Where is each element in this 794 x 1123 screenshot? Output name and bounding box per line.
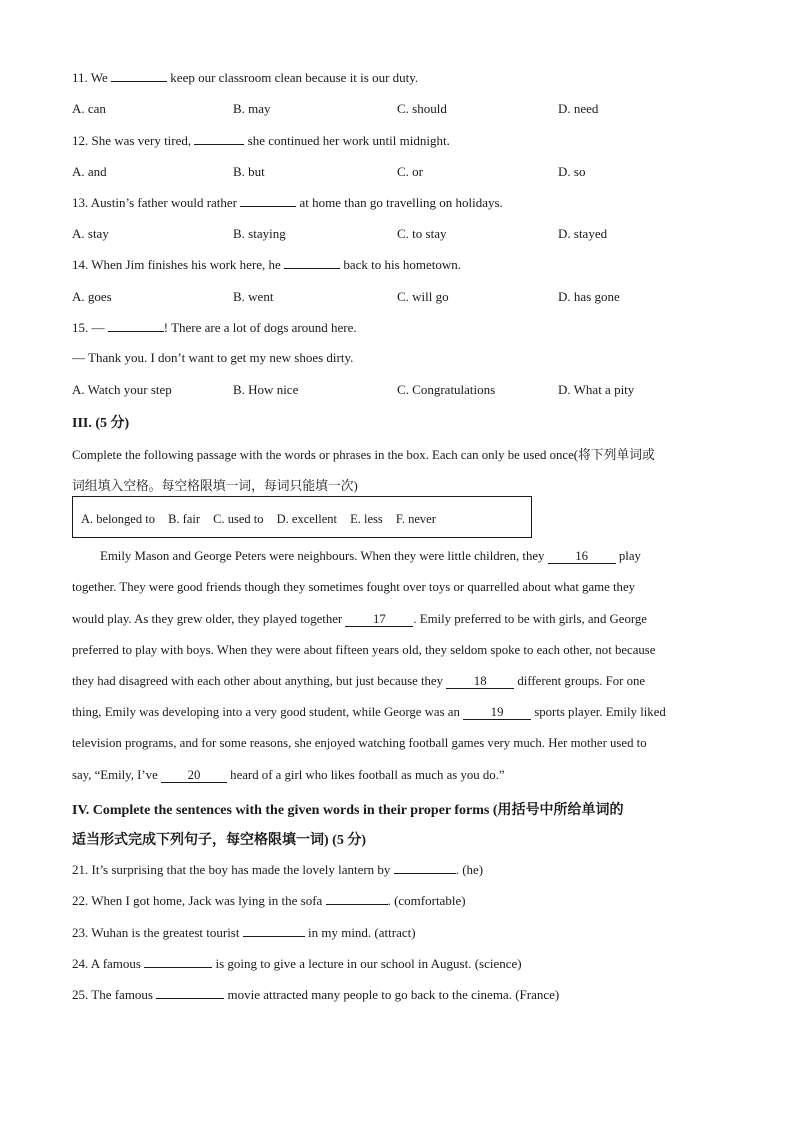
question-number: 14. bbox=[72, 257, 89, 272]
option-d: D. stayed bbox=[558, 226, 608, 241]
passage-text: would play. As they grew older, they played together bbox=[72, 612, 343, 626]
question-text-pre: 21. It’s surprising that the boy has made the lovely lantern by bbox=[72, 862, 391, 877]
passage-text: sports player. Emily liked bbox=[534, 705, 666, 719]
question-number: 11. bbox=[72, 70, 88, 85]
passage-line: television programs, and for some reasons, she enjoyed watching football games very much. Her mother used to bbox=[72, 736, 647, 750]
question-text-pre: 25. The famous bbox=[72, 987, 153, 1002]
question-14 bbox=[72, 256, 461, 273]
answer-blank bbox=[156, 986, 224, 999]
option-d: D. so bbox=[558, 164, 586, 179]
passage-line bbox=[72, 674, 645, 689]
question-text-pre: 24. A famous bbox=[72, 956, 141, 971]
section-3-instructions-1: Complete the following passage with the words or phrases in the box. Each can only be used once(将下列单词或 bbox=[72, 448, 655, 462]
question-text-post: she continued her work until midnight. bbox=[247, 133, 450, 148]
passage-text: they had disagreed with each other about anything, but just because they bbox=[72, 674, 443, 688]
question-text-post: at home than go travelling on holidays. bbox=[299, 195, 503, 210]
word-box-item: B. fair bbox=[168, 512, 201, 526]
passage-line bbox=[72, 612, 647, 627]
option-c: C. or bbox=[397, 164, 423, 179]
option-c: C. will go bbox=[397, 289, 449, 304]
option-a: A. Watch your step bbox=[72, 382, 172, 397]
question-text-post: movie attracted many people to go back to the cinema. (France) bbox=[227, 987, 560, 1002]
option-c: C. to stay bbox=[397, 226, 447, 241]
section-4-title: IV. Complete the sentences with the given words in their proper forms (用括号中所给单词的 bbox=[72, 803, 624, 818]
question-text-pre: We bbox=[90, 70, 108, 85]
option-b: B. went bbox=[233, 289, 274, 304]
option-c: C. should bbox=[397, 101, 447, 116]
answer-blank bbox=[243, 924, 305, 937]
passage-text: thing, Emily was developing into a very good student, while George was an bbox=[72, 705, 460, 719]
passage-text: . Emily preferred to be with girls, and George bbox=[413, 612, 647, 626]
question-text-post: back to his hometown. bbox=[343, 257, 462, 272]
question-text-post: ! There are a lot of dogs around here. bbox=[163, 320, 357, 335]
passage-text: play bbox=[618, 549, 641, 563]
word-box-item: D. excellent bbox=[276, 512, 338, 526]
question-text-post: is going to give a lecture in our school in August. (science) bbox=[215, 956, 522, 971]
answer-blank bbox=[194, 132, 244, 145]
option-c: C. Congratulations bbox=[397, 382, 496, 397]
passage-line bbox=[72, 768, 505, 783]
passage-line bbox=[100, 549, 641, 564]
passage-blank-16: 16 bbox=[548, 550, 616, 564]
option-a: A. stay bbox=[72, 226, 109, 241]
question-11 bbox=[72, 69, 418, 86]
passage-blank-17: 17 bbox=[345, 613, 413, 627]
word-box-item: F. never bbox=[395, 512, 436, 526]
question-text-post: . (comfortable) bbox=[387, 893, 466, 908]
question-text-pre: 22. When I got home, Jack was lying in the sofa bbox=[72, 893, 323, 908]
question-12 bbox=[72, 132, 450, 149]
option-a: A. and bbox=[72, 164, 107, 179]
option-b: B. How nice bbox=[233, 382, 299, 397]
section-3-instructions-2: 词组填入空格。每空格限填一词，每词只能填一次) bbox=[72, 479, 358, 493]
option-d: D. What a pity bbox=[558, 382, 635, 397]
option-a: A. can bbox=[72, 101, 106, 116]
fill-question-22 bbox=[72, 892, 466, 909]
question-number: 12. bbox=[72, 133, 89, 148]
answer-blank bbox=[284, 256, 340, 269]
passage-line: together. They were good friends though they sometimes fought over toys or quarrelled about what game they bbox=[72, 580, 636, 594]
fill-question-25 bbox=[72, 986, 559, 1003]
passage-text: Emily Mason and George Peters were neighbours. When they were little children, they bbox=[100, 549, 545, 563]
option-d: D. need bbox=[558, 101, 599, 116]
question-13 bbox=[72, 194, 503, 211]
word-box bbox=[72, 496, 532, 538]
question-text-post: in my mind. (attract) bbox=[307, 925, 416, 940]
question-text-post: keep our classroom clean because it is our duty. bbox=[170, 70, 419, 85]
section-4-title-continued: 适当形式完成下列句子，每空格限填一词) (5 分) bbox=[72, 833, 366, 848]
option-d: D. has gone bbox=[558, 289, 620, 304]
passage-line: preferred to play with boys. When they were about fifteen years old, they seldom spoke to each other, not because bbox=[72, 643, 656, 657]
word-box-item: A. belonged to bbox=[81, 512, 155, 526]
word-box-item: C. used to bbox=[213, 512, 264, 526]
passage-text: different groups. For one bbox=[517, 674, 646, 688]
question-text-pre: 15. — bbox=[72, 320, 105, 335]
option-a: A. goes bbox=[72, 289, 112, 304]
answer-blank bbox=[240, 194, 296, 207]
fill-question-21 bbox=[72, 861, 483, 878]
passage-blank-19: 19 bbox=[463, 706, 531, 720]
section-3-title: III. (5 分) bbox=[72, 416, 130, 431]
option-b: B. staying bbox=[233, 226, 286, 241]
fill-question-24 bbox=[72, 955, 522, 972]
passage-text: heard of a girl who likes football as much as you do.” bbox=[230, 768, 505, 782]
passage-line bbox=[72, 705, 666, 720]
answer-blank bbox=[108, 319, 164, 332]
question-number: 13. bbox=[72, 195, 89, 210]
question-text-pre: 23. Wuhan is the greatest tourist bbox=[72, 925, 240, 940]
passage-text: say, “Emily, I’ve bbox=[72, 768, 158, 782]
option-b: B. but bbox=[233, 164, 265, 179]
question-text-pre: Austin’s father would rather bbox=[90, 195, 238, 210]
fill-question-23 bbox=[72, 924, 416, 941]
word-box-item: E. less bbox=[350, 512, 383, 526]
question-text-pre: When Jim finishes his work here, he bbox=[91, 257, 281, 272]
answer-blank bbox=[326, 892, 388, 905]
passage-blank-18: 18 bbox=[446, 675, 514, 689]
answer-blank bbox=[144, 955, 212, 968]
question-text-pre: She was very tired, bbox=[91, 133, 192, 148]
question-15 bbox=[72, 319, 357, 336]
answer-blank bbox=[111, 69, 167, 82]
passage-blank-20: 20 bbox=[161, 769, 227, 783]
option-b: B. may bbox=[233, 101, 271, 116]
question-15-reply: — Thank you. I don’t want to get my new shoes dirty. bbox=[72, 350, 354, 365]
question-text-post: . (he) bbox=[455, 862, 484, 877]
answer-blank bbox=[394, 861, 456, 874]
